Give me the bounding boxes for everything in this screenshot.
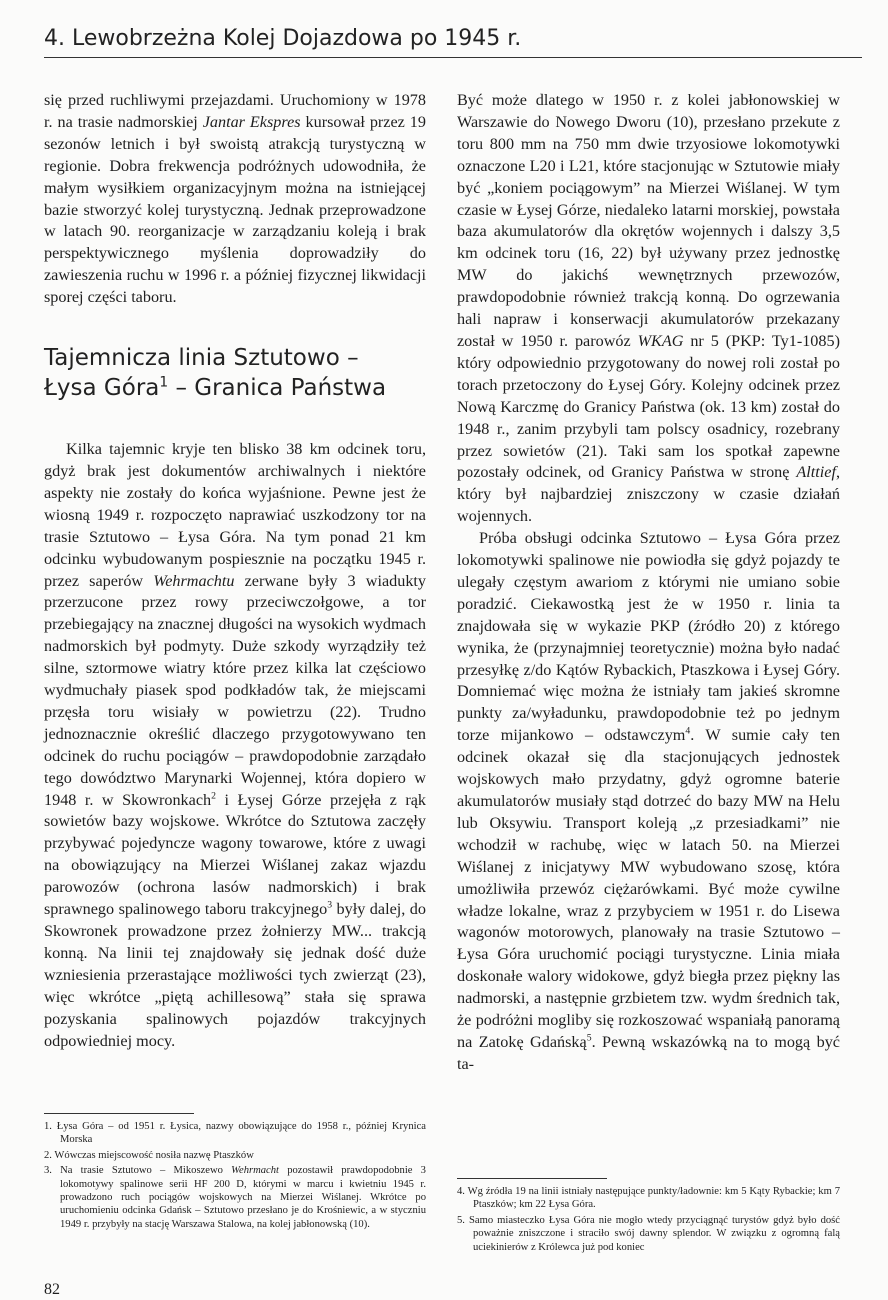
- text-run: Próba obsługi odcinka Sztutowo – Łysa Góra przez lokomotywki spalinowe nie powiodła się gdyż pojazdy te ulegały częstym awariom z którymi nie umiano sobie poradzić. Ciekawostką jest że w 1950 r. linia ta znajdowała się w wykazie PKP (źródło 20) z którego wynika, że (przynajmniej teoretycznie) można było nadać przesyłkę z/do Kątów Rybackich, Ptaszkowa i Łysej Góry. Domniemać więc można że istniały tam jakieś skromne punkty za/wyładunku, prawdopodobnie też po jednym torze mijankowo – odstawczym: [457, 529, 840, 745]
- section-title: [44, 343, 426, 403]
- section-title-line-1: Tajemnicza linia Sztutowo –: [44, 345, 359, 372]
- footnotes-left: [44, 1113, 426, 1233]
- section-paragraph: [44, 439, 426, 1052]
- footnotes-right: [457, 1178, 840, 1256]
- text-run: . Pewną wskazówką na to mogą być ta-: [457, 1032, 840, 1073]
- footnote-1: 1. Łysa Góra – od 1951 r. Łysica, nazwy obowiązujące do 1958 r., później Krynica Morska: [44, 1121, 426, 1146]
- intro-paragraph: [44, 90, 426, 309]
- footnote-ref: 4: [685, 725, 691, 737]
- text-run: Kilka tajemnic kryje ten blisko 38 km odcinek toru, gdyż brak jest dokumentów archiwalnych i niektóre aspekty nie zostały do końca wyjaśnione. Pewne jest że wiosną 1949 r. rozpoczęto naprawiać uszkodzony tor na trasie Sztutowo – Łysa Góra. Na tym ponad 21 km odcinku wybudowanym pospiesznie na początku 1945 r. przez saperów: [44, 440, 426, 590]
- text-run: 3. Na trasie Sztutowo – Mikoszewo: [44, 1165, 232, 1177]
- text-run: . W sumie cały ten odcinek okazał się dla stacjonujących jednostek wojskowych mało przydatny, gdyż ogromne baterie akumulatorów musiały stąd dotrzeć do bazy MW na Helu lub Oksywiu. Transport koleją „z przesiadkami” nie wchodził w rachubę, więc w latach 50. na Mierzei Wiślanej z inicjatywy MW wybudowano szosę, która umożliwiła przewóz ciężarówkami. Być może cywilne władze lokalne, wraz z przybyciem w 1951 r. do Lisewa wagonów motorowych, planowały na trasie Sztutowo – Łysa Góra uruchomić pociągi turystyczne. Linia miała doskonałe walory widokowe, gdyż biegła przez piękny las nadmorski, a następnie grzbietem tzw. wydm średnich tak, że podróżni mogliby się rozkoszować wspaniałą panoramą na Zatokę Gdańską: [457, 726, 840, 1051]
- header-rule: [44, 57, 862, 58]
- text-run: zerwane były 3 wiadukty przerzucone przez rowy przeciwczołgowe, a tor przebiegający na znacznej długości na wysokich wydmach nadmorskich był podmyty. Duże szkody wyrządziły też silne, sztormowe wiatry które przez kilka lat częściowo wydmuchały piasek spod podkładów tak, że miejscami przęsła toru wisiały w powietrzu (22). Trudno jednoznacznie określić dlaczego przygotowywano ten odcinek do ruchu pociągów – prawdopodobnie zarządało tego dowództwo Marynarki Wojennej, która dopiero w 1948 r. w Skowronkach: [44, 571, 426, 809]
- italic-run: Jantar Ekspres: [202, 112, 301, 131]
- footnote-5: 5. Samo miasteczko Łysa Góra nie mogło wtedy przyciągnąć turystów gdyż było dość poważnie zniszczone i straciło swój dawny splendor. W związku z ogromną falą uciekinierów z Królewca już pod koniec: [457, 1214, 840, 1253]
- left-column: [44, 90, 426, 1052]
- footnote-ref: 3: [327, 899, 333, 911]
- footnote-ref: 2: [211, 790, 216, 802]
- footnote-4: 4. Wg źródła 19 na linii istniały następujące punkty/ładownie: km 5 Kąty Rybackie; km 7 Ptaszków; km 22 Łysa Góra.: [457, 1186, 840, 1211]
- page-number: 82: [44, 1281, 60, 1298]
- footnote-2: 2. Wówczas miejscowość nosiła nazwę Ptaszków: [44, 1149, 254, 1161]
- text-run: i Łysej Górze przejęła z rąk sowietów bazy wojskowe. Wkrótce do Sztutowa zaczęły przybywać pojedyncze wagony towarowe, które z uwagi na obowiązujący na Mierzei Wiślanej zakaz wjazdu parowozów (ochrona lasów nadmorskich) i brak sprawnego spalinowego taboru trakcyjnego: [44, 790, 427, 919]
- running-header: 4. Lewobrzeżna Kolej Dojazdowa po 1945 r.: [44, 26, 522, 51]
- italic-run: WKAG: [637, 331, 684, 350]
- footnote-3: [44, 1164, 426, 1231]
- italic-run: Wehrmachtu: [153, 571, 235, 590]
- text-run: nr 5 (PKP: Ty1-1085) który odpowiednio przygotowany do nowej roli został po torach przetoczony do Łysej Góry. Kolejny odcinek przez Nową Karczmę do Granicy Państwa (ok. 13 km) został do 1948 r., zanim przybyli tam polscy osadnicy, rozebrany przez sowietów (21). Taki sam los spotkał zapewne pozostały odcinek, od Granicy Państwa w stronę: [457, 331, 840, 482]
- section-title-line-2b: – Granica Państwa: [168, 375, 387, 402]
- footnote-ref: 1: [159, 374, 169, 391]
- right-column: [457, 90, 840, 1076]
- text-run: się przed ruchliwymi przejazdami. Uruchomiony w 1978 r. na trasie nadmorskiej: [44, 91, 426, 131]
- footnote-ref: 5: [586, 1032, 592, 1044]
- italic-run: Alttief: [796, 463, 836, 482]
- text-run: , który był najbardziej zniszczony w czasie działań wojennych.: [457, 463, 840, 526]
- right-paragraph-1: [457, 90, 840, 528]
- italic-run: Wehrmacht: [231, 1165, 280, 1177]
- footnote-rule: [457, 1178, 607, 1179]
- footnote-rule: [44, 1113, 194, 1114]
- text-run: były dalej, do Skowronek prowadzone przez żołnierzy MW... trakcją konną. Na linii tej znajdowały się jednak dość duże wzniesienia przerastające możliwości tych zwierząt (23), więc wkrótce „piętą achillesową” stała się sprawa pozyskania spalinowych pojazdów trakcyjnych odpowiedniej mocy.: [44, 900, 426, 1050]
- right-paragraph-2: [457, 528, 840, 1076]
- text-run: Być może dlatego w 1950 r. z kolei jabłonowskiej w Warszawie do Nowego Dworu (10), przesłano przekute z toru 800 mm na 750 mm dwie trzyosiowe lokomotywki oznaczone L20 i L21, które stacjonując w Sztutowie miały być „koniem pociągowym” na Mierzei Wiślanej. W tym czasie w Łysej Górze, niedaleko latarni morskiej, powstała baza akumulatorów dla okrętów wojennych i dalszy 3,5 km odcinek toru (16, 22) był używany przez jednostkę MW do jakichś wewnętrznych przewozów, prawdopodobnie również trakcją konną. Do ogrzewania hali napraw i konserwacji akumulatorów przekazany został w 1950 r. parowóz: [457, 91, 840, 350]
- text-run: pozostawił prawdopodobnie 3 lokomotywy spalinowe serii HF 200 D, którymi w marcu i kwietniu 1945 r. prowadzono ruch pociągów wojskowych na Mierzei Wiślanej. Wkrótce po uruchomieniu odcinka Gdańsk – Sztutowo przesłano je do Krośniewic, a w styczniu 1949 r. przybyły na stację Warszawa Stalowa, na kolej jabłonowską (10).: [60, 1165, 426, 1230]
- text-run: kursował przez 19 sezonów letnich i był swoistą atrakcją turystyczną w regionie. Dobra frekwencja podróżnych udowodniła, że małym wysiłkiem organizacyjnym można na istniejącej bazie stworzyć kolej turystyczną. Jednak przeprowadzone w latach 90. reorganizacje w zarządzaniu koleją i brak perspektywicznego myślenia doprowadziły do zawieszenia ruchu w 1996 r. a później fizycznej likwidacji sporej części taboru.: [44, 112, 426, 307]
- section-title-line-2a: Łysa Góra: [44, 375, 160, 402]
